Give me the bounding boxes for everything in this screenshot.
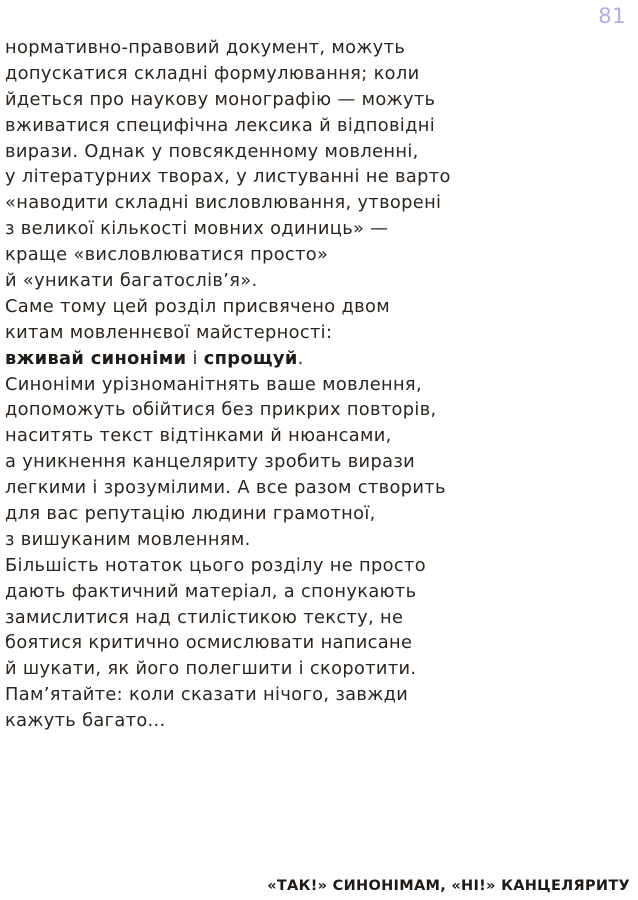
- text-line: для вас репутацію людини грамотної,: [5, 503, 376, 525]
- text-line: дають фактичний матеріал, а спонукають: [5, 580, 417, 602]
- text-line: допускатися складні формулювання; коли: [5, 62, 420, 84]
- text-line: краще «висловлюватися просто»: [5, 244, 329, 266]
- bold-phrase-simplify: спрощуй: [203, 347, 298, 369]
- text-line: наситять текст відтінками й нюансами,: [5, 425, 392, 447]
- text-line: Синоніми урізноманітнять ваше мовлення,: [5, 373, 422, 395]
- text-line: кажуть багато...: [5, 710, 166, 732]
- text-line: боятися критично осмислювати написане: [5, 632, 413, 654]
- emphasis-end: .: [297, 347, 304, 369]
- bold-phrase-synonyms: вживай синоніми: [5, 347, 187, 369]
- text-line: й шукати, як його полегшити і скоротити.: [5, 658, 417, 680]
- text-line: а уникнення канцеляриту зробить вирази: [5, 451, 416, 473]
- text-line: з великої кількості мовних одиниць» —: [5, 218, 389, 240]
- text-line: Більшість нотаток цього розділу не просто: [5, 554, 426, 576]
- text-line: замислитися над стилістикою тексту, не: [5, 606, 404, 628]
- text-line: йдеться про наукову монографію — можуть: [5, 88, 436, 110]
- text-line: Пам’ятайте: коли сказати нічого, завжди: [5, 684, 409, 706]
- text-line: китам мовленнєвої майстерності:: [5, 321, 333, 343]
- text-line: легкими і зрозумілими. А все разом створить: [5, 477, 446, 499]
- text-line: з вишуканим мовленням.: [5, 528, 251, 550]
- body-text: [5, 35, 635, 734]
- emphasis-line: [5, 346, 635, 372]
- page-number: 81: [598, 4, 626, 28]
- emphasis-connector: і: [186, 347, 204, 369]
- text-line: нормативно-правовий документ, можуть: [5, 37, 406, 58]
- text-line: вирази. Однак у повсякденному мовленні,: [5, 140, 419, 162]
- text-line: Саме тому цей розділ присвячено двом: [5, 295, 390, 317]
- text-line: у літературних творах, у листуванні не варто: [5, 166, 451, 188]
- text-line: «наводити складні висловлювання, утворені: [5, 192, 442, 214]
- text-line: й «уникати багатослів’я».: [5, 270, 258, 292]
- running-footer-title: «ТАК!» СИНОНІМАМ, «НІ!» КАНЦЕЛЯРИТУ: [267, 878, 630, 894]
- text-line: допоможуть обійтися без прикрих повторів,: [5, 399, 437, 421]
- text-line: вживатися специфічна лексика й відповідні: [5, 114, 436, 136]
